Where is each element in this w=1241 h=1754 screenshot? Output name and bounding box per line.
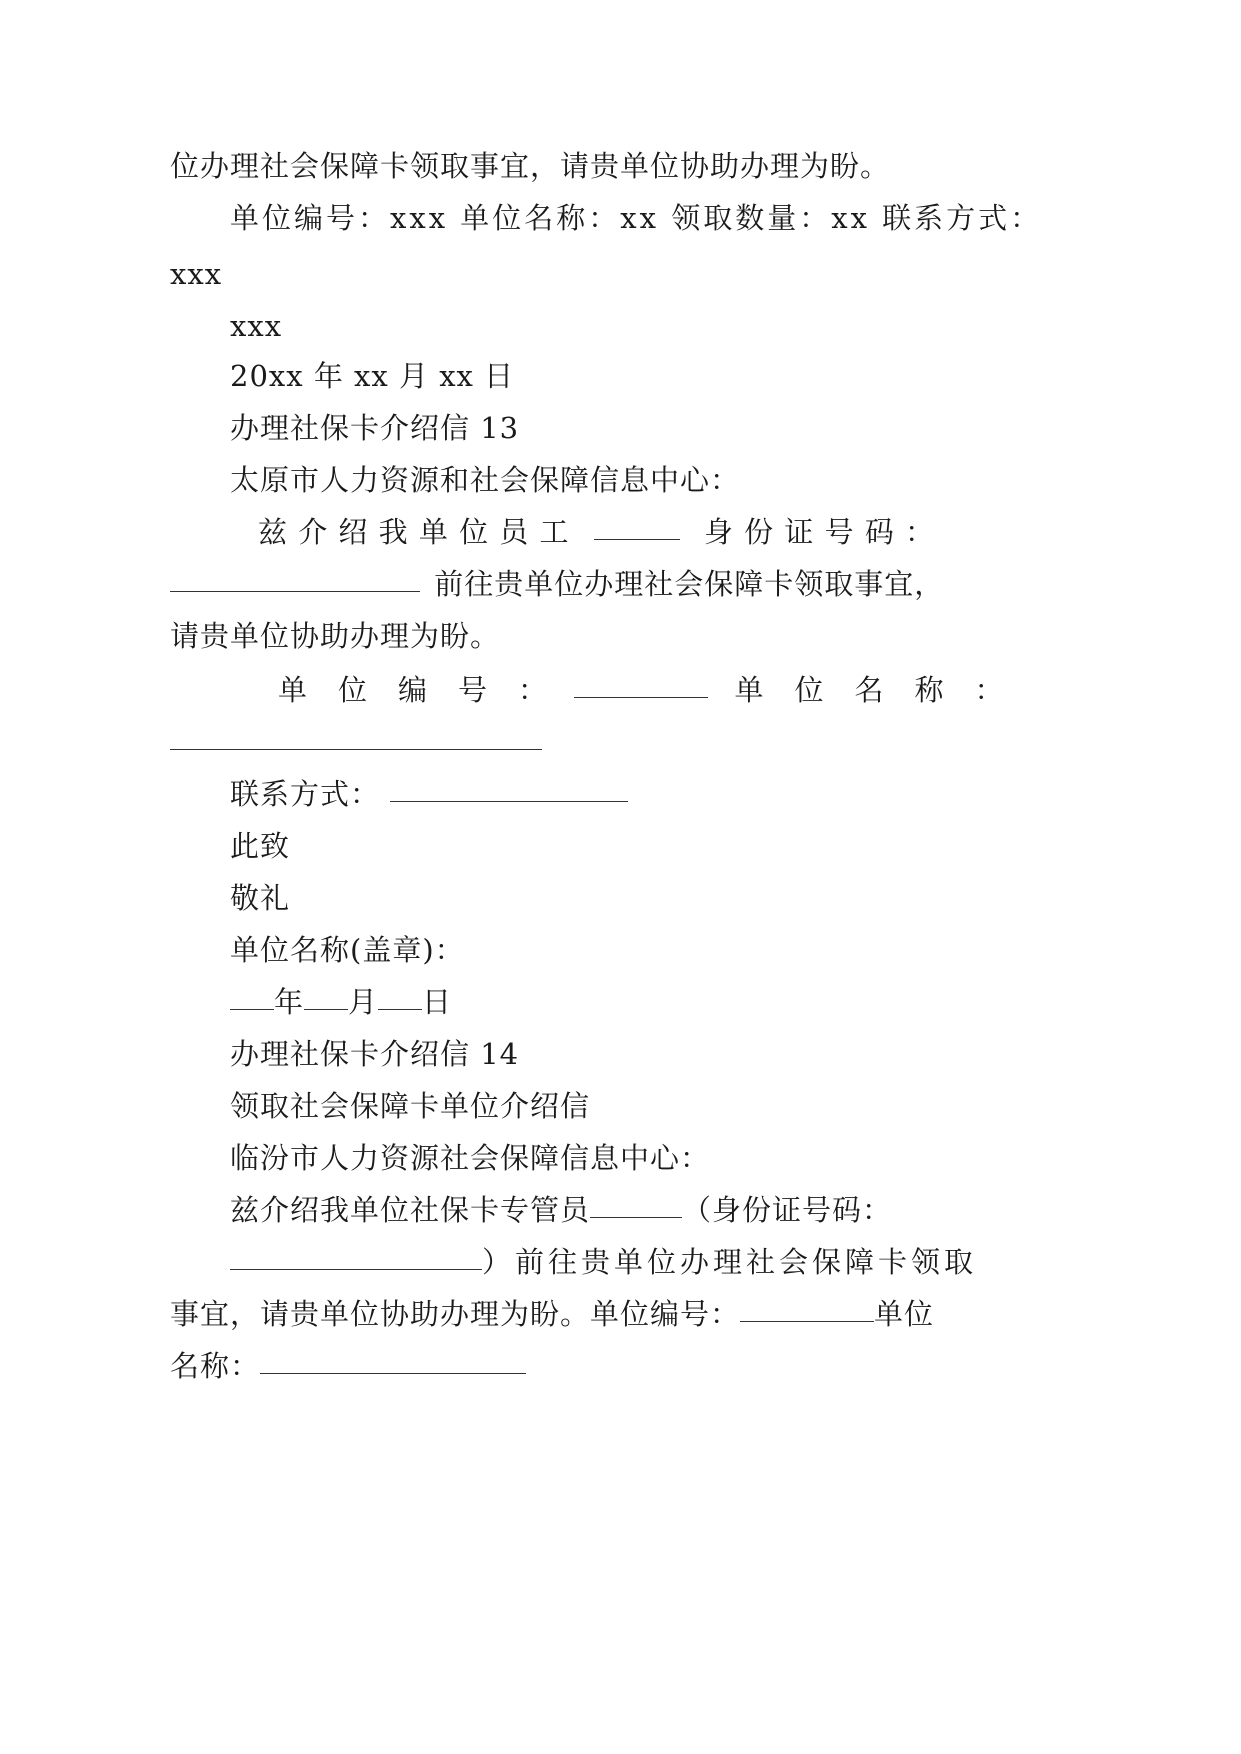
text-line bbox=[230, 1190, 892, 1230]
blank-line bbox=[170, 722, 542, 762]
text-segment: 日 bbox=[422, 985, 453, 1019]
date-line bbox=[230, 982, 452, 1022]
text-segment: 月 bbox=[348, 985, 379, 1019]
text-line: 请贵单位协助办理为盼。 bbox=[170, 619, 501, 653]
blank-underline bbox=[230, 1268, 482, 1270]
text-line bbox=[258, 512, 935, 552]
blank-underline bbox=[574, 696, 708, 698]
blank-underline bbox=[170, 590, 420, 592]
blank-underline bbox=[230, 1008, 274, 1010]
text-line bbox=[170, 1294, 934, 1334]
blank-underline bbox=[390, 800, 628, 802]
text-line: 位办理社会保障卡领取事宜，请贵单位协助办理为盼。 bbox=[170, 149, 891, 183]
addressee: 太原市人力资源和社会保障信息中心： bbox=[230, 463, 741, 497]
text-segment: （身份证号码： bbox=[682, 1193, 893, 1227]
blank-underline bbox=[740, 1320, 874, 1322]
text-segment: 联系方式： bbox=[230, 777, 381, 811]
text-segment: 单位 bbox=[874, 1297, 935, 1331]
text-line bbox=[170, 564, 944, 604]
text-line: 此致 bbox=[230, 829, 291, 863]
date-line: 20xx 年 xx 月 xx 日 bbox=[230, 359, 515, 393]
letter-title: 领取社会保障卡单位介绍信 bbox=[230, 1089, 591, 1123]
text-line bbox=[170, 1346, 526, 1386]
blank-underline bbox=[594, 538, 680, 540]
text-segment: 兹 介 绍 我 单 位 员 工 bbox=[258, 515, 570, 549]
blank-underline bbox=[304, 1008, 348, 1010]
section-heading: 办理社保卡介绍信 14 bbox=[230, 1037, 520, 1071]
text-segment: 身 份 证 号 码 ： bbox=[703, 515, 936, 549]
text-line bbox=[230, 1242, 977, 1282]
text-segment: 名称： bbox=[170, 1349, 261, 1383]
text-line: 单位名称(盖章)： bbox=[230, 933, 465, 967]
text-line: xxx bbox=[230, 309, 283, 343]
text-line bbox=[230, 774, 628, 814]
blank-underline bbox=[590, 1216, 682, 1218]
blank-underline bbox=[260, 1372, 526, 1374]
text-segment: 前往贵单位办理社会保障卡领取事宜， bbox=[434, 567, 945, 601]
text-line bbox=[278, 670, 1004, 710]
blank-underline bbox=[170, 748, 542, 750]
text-line: xxx bbox=[170, 257, 223, 291]
text-segment: ）前往贵单位办理社会保障卡领取 bbox=[482, 1245, 978, 1279]
addressee: 临汾市人力资源社会保障信息中心： bbox=[230, 1141, 711, 1175]
text-segment: 单 位 名 称 ： bbox=[734, 673, 1005, 707]
section-heading: 办理社保卡介绍信 13 bbox=[230, 411, 520, 445]
text-segment: 单 位 编 号 ： bbox=[278, 673, 549, 707]
text-line: 敬礼 bbox=[230, 881, 291, 915]
text-segment: 兹介绍我单位社保卡专管员 bbox=[230, 1193, 591, 1227]
text-line: 单位编号：xxx 单位名称：xx 领取数量：xx 联系方式： bbox=[230, 201, 1043, 235]
blank-underline bbox=[378, 1008, 422, 1010]
text-segment: 年 bbox=[274, 985, 305, 1019]
text-segment: 事宜，请贵单位协助办理为盼。单位编号： bbox=[170, 1297, 741, 1331]
